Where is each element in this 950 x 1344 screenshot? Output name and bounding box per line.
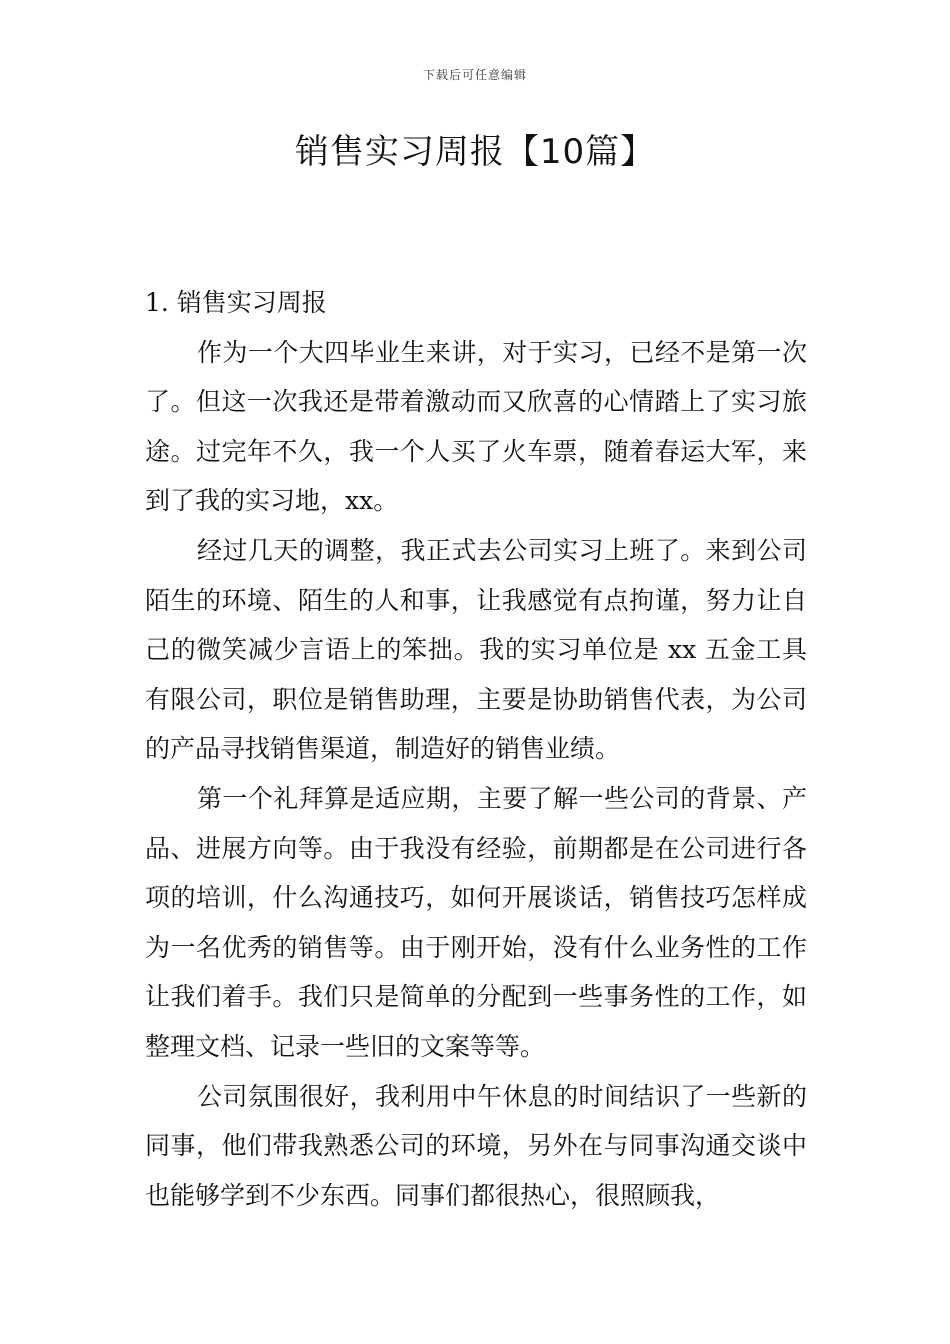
paragraph-4: 公司氛围很好，我利用中午休息的时间结识了一些新的同事，他们带我熟悉公司的环境，另外在与同事沟通交谈中也能够学到不少东西。同事们都很热心，很照顾我， [145, 1081, 807, 1210]
paragraph-1: 作为一个大四毕业生来讲，对于实习，已经不是第一次了。但这一次我还是带着激动而又欣喜的心情踏上了实习旅途。过完年不久，我一个人买了火车票，随着春运大军，来到了我的实习地，xx。 [145, 337, 807, 516]
section-heading: 1. 销售实习周报 [145, 288, 327, 317]
paragraph-3: 第一个礼拜算是适应期，主要了解一些公司的背景、产品、进展方向等。由于我没有经验，前期都是在公司进行各项的培训，什么沟通技巧，如何开展谈话，销售技巧怎样成为一名优秀的销售等。由于刚开始，没有什么业务性的工作让我们着手。我们只是简单的分配到一些事务性的工作，如整理文档、记录一些旧的文案等等。 [145, 783, 807, 1061]
header-note: 下载后可任意编辑 [422, 68, 527, 82]
document-body [145, 278, 807, 1220]
document-title: 销售实习周报【10篇】 [294, 132, 656, 172]
paragraph-2: 经过几天的调整，我正式去公司实习上班了。来到公司陌生的环境、陌生的人和事，让我感觉有点拘谨，努力让自己的微笑减少言语上的笨拙。我的实习单位是 xx 五金工具有限公司，职位是销售助理，主要是协助销售代表，为公司的产品寻找销售渠道，制造好的销售业绩。 [145, 535, 807, 764]
